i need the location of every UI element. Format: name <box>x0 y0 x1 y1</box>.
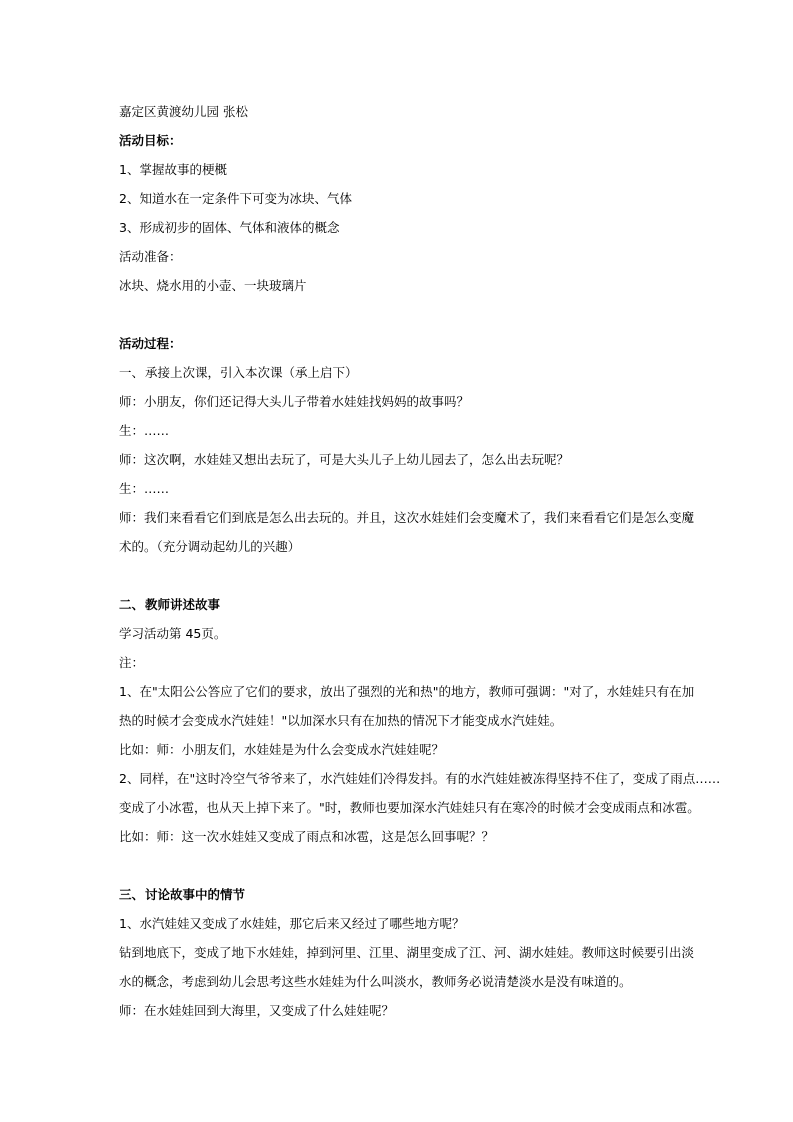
section-title-text: 教师讲述故事 <box>145 597 221 612</box>
paragraph-line: 比如：师：小朋友们，水娃娃是为什么会变成水汽娃娃呢？ <box>119 742 445 757</box>
goals-heading: 活动目标： <box>119 133 182 148</box>
paragraph-line: 2、同样，在"这时冷空气爷爷来了，水汽娃娃们冷得发抖。有的水汽娃娃被冻得坚持不住了，变成了雨点…… <box>119 771 721 786</box>
paragraph-line: 生：…… <box>119 423 170 438</box>
goal-item: 2、知道水在一定条件下可变为冰块、气体 <box>119 191 352 206</box>
paragraph-line: 1、水汽娃娃又变成了水娃娃，那它后来又经过了哪些地方呢？ <box>119 916 465 931</box>
section-title-text: 讨论故事中的情节 <box>145 887 246 902</box>
paragraph-line: 水的概念，考虑到幼儿会思考这些水娃娃为什么叫淡水，教师务必说清楚淡水是没有味道的。 <box>119 974 632 989</box>
paragraph-line: 比如：师：这一次水娃娃又变成了雨点和冰雹，这是怎么回事呢？？ <box>119 829 495 844</box>
paragraph-line: 师：在水娃娃回到大海里，又变成了什么娃娃呢？ <box>119 1003 395 1018</box>
paragraph-line: 师：小朋友，你们还记得大头儿子带着水娃娃找妈妈的故事吗？ <box>119 394 470 409</box>
paragraph-line: 生：…… <box>119 481 170 496</box>
author-line: 嘉定区黄渡幼儿园 张松 <box>119 104 248 119</box>
paragraph-line: 变成了小冰雹，也从天上掉下来了。"时，教师也要加深水汽娃娃只有在寒冷的时候才会变成雨点和冰雹。 <box>119 800 700 815</box>
section-number: 二、 <box>119 597 145 612</box>
paragraph-line: 注： <box>119 655 145 670</box>
section-title <box>119 596 679 614</box>
paragraph-line: 钻到地底下，变成了地下水娃娃，掉到河里、江里、湖里变成了江、河、湖水娃娃。教师这时候要引出淡 <box>119 945 695 960</box>
paragraph-line: 学习活动第 45页。 <box>119 626 227 641</box>
goal-item: 3、形成初步的固体、气体和液体的概念 <box>119 220 340 235</box>
prep-heading: 活动准备： <box>119 249 182 264</box>
section-number: 三、 <box>119 887 145 902</box>
section-title <box>119 364 679 382</box>
section-number: 一、 <box>119 365 145 380</box>
section-title-text: 承接上次课，引入本次课（承上启下） <box>145 365 358 380</box>
paragraph-line: 师：这次啊，水娃娃又想出去玩了，可是大头儿子上幼儿园去了，怎么出去玩呢？ <box>119 452 570 467</box>
prep-text: 冰块、烧水用的小壶、一块玻璃片 <box>119 278 307 293</box>
paragraph-line: 1、在"太阳公公答应了它们的要求，放出了强烈的光和热"的地方，教师可强调："对了，水娃娃只有在加 <box>119 684 695 699</box>
goal-item: 1、掌握故事的梗概 <box>119 162 227 177</box>
process-heading: 活动过程： <box>119 336 182 351</box>
paragraph-line: 师：我们来看看它们到底是怎么出去玩的。并且，这次水娃娃们会变魔术了，我们来看看它们是怎么变魔 <box>119 510 695 525</box>
paragraph-line: 热的时候才会变成水汽娃娃！"以加深水只有在加热的情况下才能变成水汽娃娃。 <box>119 713 563 728</box>
section-title <box>119 886 679 904</box>
paragraph-line: 术的。（充分调动起幼儿的兴趣） <box>119 539 301 554</box>
